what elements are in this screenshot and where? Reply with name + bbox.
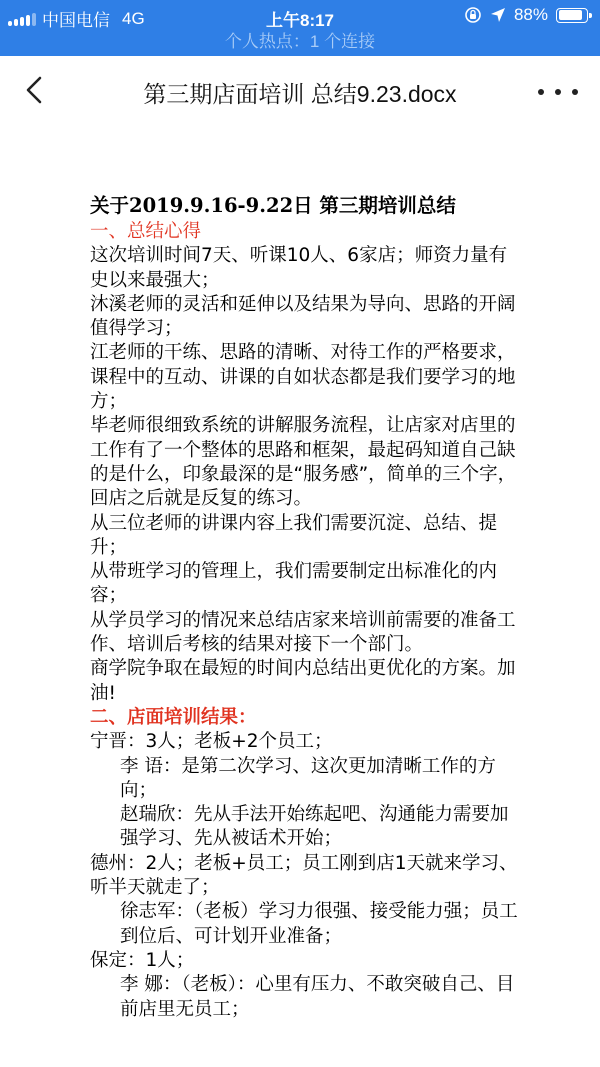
section-heading-results: 二、店面培训结果： xyxy=(90,706,257,728)
status-bar xyxy=(0,0,600,32)
battery-fill xyxy=(559,10,583,20)
summary-paragraph: 从学员学习的情况来总结店家来培训前需要的准备工作、培训后考核的结果对接下一个部门。 xyxy=(90,609,516,656)
location-arrow-icon xyxy=(490,7,506,23)
document-filename: 第三期店面培训 总结9.23.docx xyxy=(143,81,457,107)
orientation-lock-icon xyxy=(464,6,482,24)
more-options-button[interactable] xyxy=(538,80,578,104)
status-time: 上午8:17 xyxy=(265,11,335,30)
document-body xyxy=(90,192,520,1022)
section-results-content xyxy=(90,730,520,1022)
carrier-name: 中国电信 xyxy=(42,11,110,30)
chevron-left-icon xyxy=(24,75,44,105)
summary-paragraph: 江老师的干练、思路的清晰、对待工作的严格要求，课程中的互动、讲课的自如状态都是我们要学习的地方； xyxy=(90,342,516,413)
summary-paragraph: 商学院争取在最短的时间内总结出更优化的方案。加油! xyxy=(90,658,516,704)
store-result-line: 保定：1人； xyxy=(90,949,195,971)
store-result-line: 宁晋：3人；老板+2个员工； xyxy=(90,731,333,753)
summary-paragraph: 这次培训时间7天、听课10人、6家店；师资力量有史以来最强大； xyxy=(90,245,508,291)
staff-result-line: 赵瑞欣：先从手法开始练起吧、沟通能力需要加强学习、先从被话术开始； xyxy=(120,804,509,850)
more-dot-icon xyxy=(538,89,544,95)
staff-result-line: 李 语：是第二次学习、这次更加清晰工作的方向； xyxy=(120,755,496,801)
more-dot-icon xyxy=(572,89,578,95)
back-button[interactable] xyxy=(16,70,52,110)
document-title: 关于2019.9.16-9.22日 第三期培训总结 xyxy=(90,194,456,217)
battery-percent: 88% xyxy=(513,5,548,24)
hotspot-banner[interactable]: 个人热点：1 个连接 xyxy=(0,32,600,56)
staff-result-line: 徐志军：（老板）学习力很强、接受能力强；员工到位后、可计划开业准备； xyxy=(120,901,518,947)
section-heading-summary: 一、总结心得 xyxy=(90,221,202,242)
summary-paragraph: 从三位老师的讲课内容上我们需要沉淀、总结、提升； xyxy=(90,512,498,558)
summary-paragraph: 从带班学习的管理上，我们需要制定出标准化的内容； xyxy=(90,561,498,607)
network-type: 4G xyxy=(122,8,145,28)
summary-paragraph: 毕老师很细致系统的讲解服务流程，让店家对店里的工作有了一个整体的思路和框架，最起码知道自己缺的是什么，印象最深的是“服务感”，简单的三个字，回店之后就是反复的练习。 xyxy=(90,415,517,510)
staff-result-line: 李 娜：（老板）：心里有压力、不敢突破自己、目前店里无员工； xyxy=(120,974,515,1020)
store-result-line: 德州：2人；老板+员工；员工刚到店1天就来学习、听半天就走了； xyxy=(90,852,518,899)
more-dot-icon xyxy=(555,89,561,95)
summary-paragraph: 沐溪老师的灵活和延伸以及结果为导向、思路的开阔值得学习； xyxy=(90,293,516,340)
status-right xyxy=(464,5,588,25)
section-summary-content xyxy=(90,244,520,706)
nav-bar xyxy=(0,56,600,128)
battery-icon xyxy=(556,8,588,23)
